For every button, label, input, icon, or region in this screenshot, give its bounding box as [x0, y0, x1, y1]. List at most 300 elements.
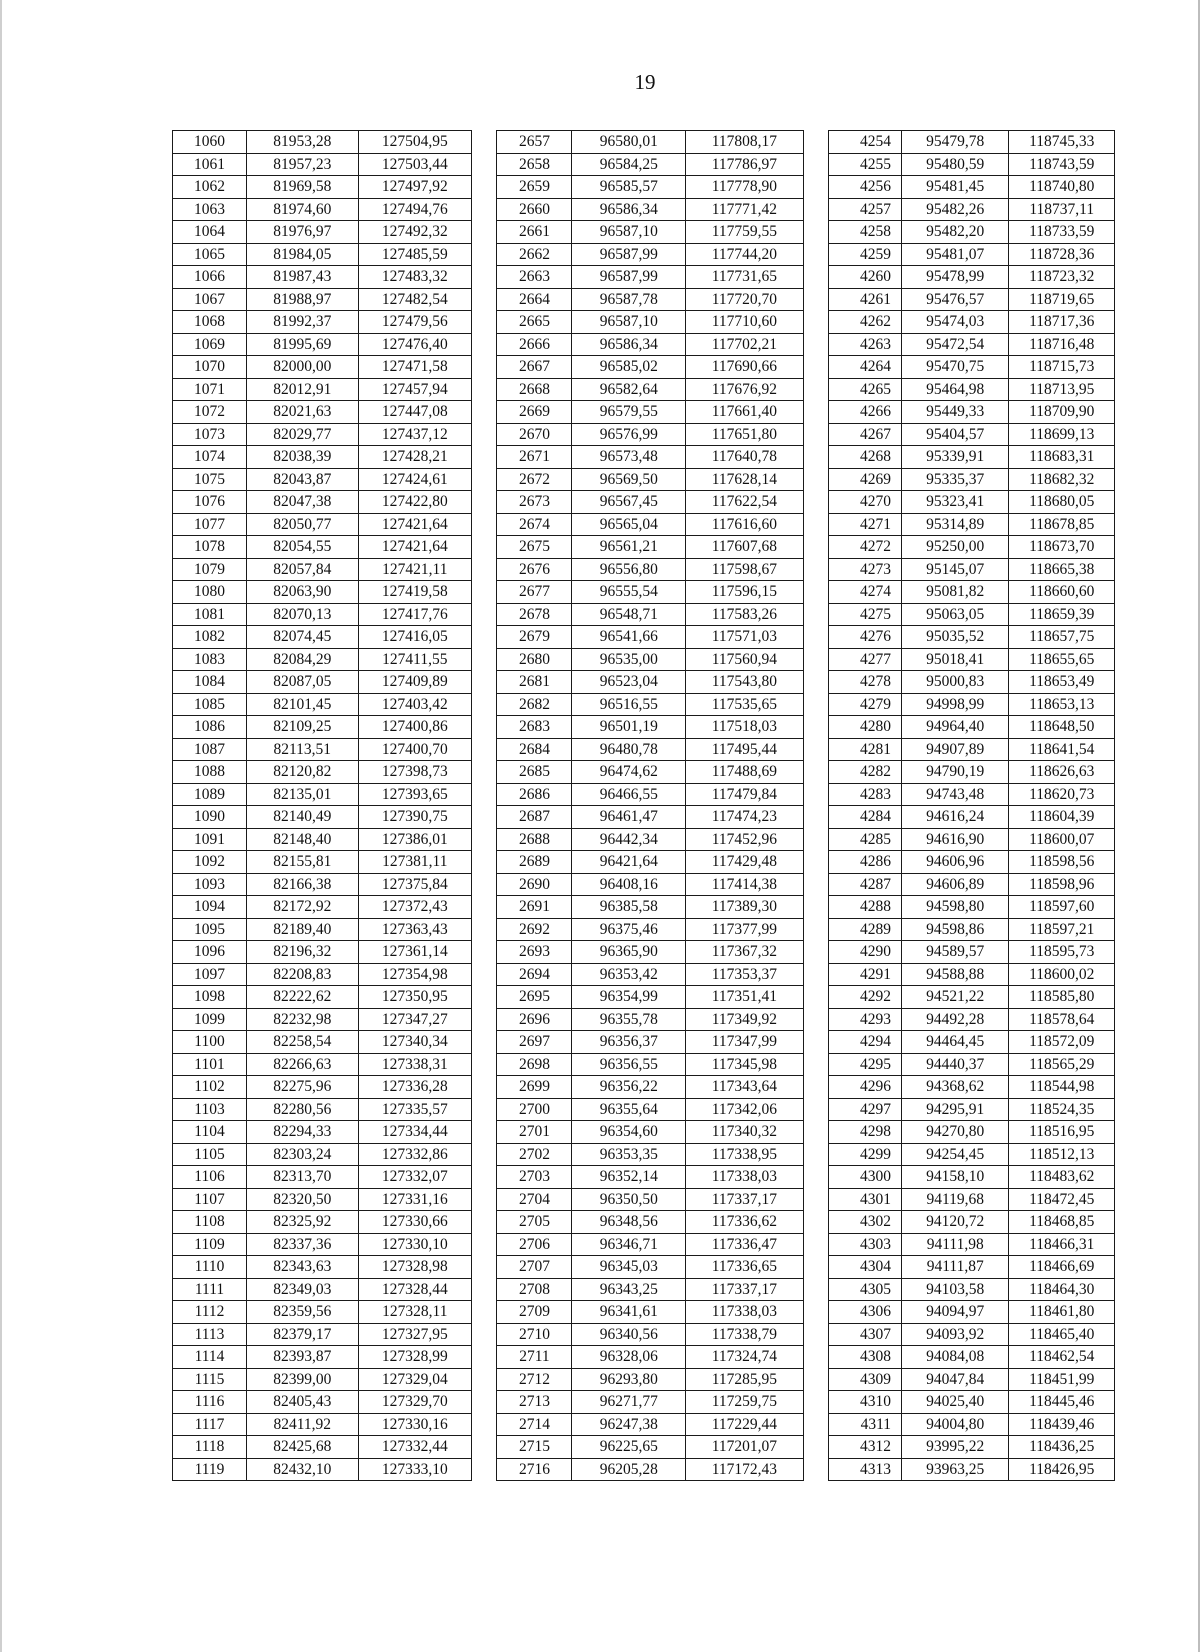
- y-coordinate-cell: 117349,92: [686, 1008, 804, 1031]
- column-gap: [803, 963, 828, 986]
- x-coordinate-cell: 95018,41: [902, 648, 1009, 671]
- y-coordinate-cell: 118678,85: [1009, 513, 1115, 536]
- point-number-cell: 1104: [173, 1121, 247, 1144]
- column-gap: [472, 536, 497, 559]
- y-coordinate-cell: 127419,58: [358, 581, 472, 604]
- point-number-cell: 2680: [497, 648, 572, 671]
- column-gap: [472, 311, 497, 334]
- point-number-cell: 4313: [829, 1458, 902, 1481]
- point-number-cell: 1082: [173, 626, 247, 649]
- x-coordinate-cell: 94111,87: [902, 1256, 1009, 1279]
- x-coordinate-cell: 82057,84: [247, 558, 359, 581]
- table-row: [173, 288, 1115, 311]
- point-number-cell: 2705: [497, 1211, 572, 1234]
- y-coordinate-cell: 127400,86: [358, 716, 472, 739]
- y-coordinate-cell: 117690,66: [686, 356, 804, 379]
- column-gap: [803, 243, 828, 266]
- column-gap: [803, 648, 828, 671]
- y-coordinate-cell: 127334,44: [358, 1121, 472, 1144]
- y-coordinate-cell: 118716,48: [1009, 333, 1115, 356]
- x-coordinate-cell: 82337,36: [247, 1233, 359, 1256]
- point-number-cell: 4258: [829, 221, 902, 244]
- y-coordinate-cell: 117336,65: [686, 1256, 804, 1279]
- column-gap: [472, 1346, 497, 1369]
- x-coordinate-cell: 96247,38: [572, 1413, 686, 1436]
- point-number-cell: 4300: [829, 1166, 902, 1189]
- column-gap: [803, 1188, 828, 1211]
- y-coordinate-cell: 127390,75: [358, 806, 472, 829]
- point-number-cell: 2691: [497, 896, 572, 919]
- y-coordinate-cell: 117596,15: [686, 581, 804, 604]
- point-number-cell: 4271: [829, 513, 902, 536]
- point-number-cell: 2662: [497, 243, 572, 266]
- column-gap: [472, 198, 497, 221]
- x-coordinate-cell: 95323,41: [902, 491, 1009, 514]
- point-number-cell: 1095: [173, 918, 247, 941]
- point-number-cell: 4279: [829, 693, 902, 716]
- point-number-cell: 4296: [829, 1076, 902, 1099]
- y-coordinate-cell: 117342,06: [686, 1098, 804, 1121]
- point-number-cell: 4277: [829, 648, 902, 671]
- x-coordinate-cell: 96585,57: [572, 176, 686, 199]
- point-number-cell: 1114: [173, 1346, 247, 1369]
- column-gap: [803, 558, 828, 581]
- point-number-cell: 4254: [829, 131, 902, 154]
- x-coordinate-cell: 96573,48: [572, 446, 686, 469]
- point-number-cell: 2684: [497, 738, 572, 761]
- x-coordinate-cell: 96271,77: [572, 1391, 686, 1414]
- column-gap: [472, 986, 497, 1009]
- point-number-cell: 2688: [497, 828, 572, 851]
- column-gap: [472, 1368, 497, 1391]
- y-coordinate-cell: 127421,11: [358, 558, 472, 581]
- point-number-cell: 1101: [173, 1053, 247, 1076]
- x-coordinate-cell: 96354,60: [572, 1121, 686, 1144]
- column-gap: [803, 378, 828, 401]
- x-coordinate-cell: 94270,80: [902, 1121, 1009, 1144]
- coordinates-table: [172, 130, 1115, 1481]
- point-number-cell: 1079: [173, 558, 247, 581]
- point-number-cell: 1098: [173, 986, 247, 1009]
- x-coordinate-cell: 96569,50: [572, 468, 686, 491]
- y-coordinate-cell: 117571,03: [686, 626, 804, 649]
- y-coordinate-cell: 117598,67: [686, 558, 804, 581]
- point-number-cell: 2671: [497, 446, 572, 469]
- x-coordinate-cell: 82425,68: [247, 1436, 359, 1459]
- y-coordinate-cell: 127476,40: [358, 333, 472, 356]
- x-coordinate-cell: 95479,78: [902, 131, 1009, 154]
- y-coordinate-cell: 127330,66: [358, 1211, 472, 1234]
- x-coordinate-cell: 82074,45: [247, 626, 359, 649]
- point-number-cell: 2660: [497, 198, 572, 221]
- y-coordinate-cell: 118641,54: [1009, 738, 1115, 761]
- y-coordinate-cell: 118655,65: [1009, 648, 1115, 671]
- x-coordinate-cell: 94598,86: [902, 918, 1009, 941]
- x-coordinate-cell: 96461,47: [572, 806, 686, 829]
- y-coordinate-cell: 117229,44: [686, 1413, 804, 1436]
- x-coordinate-cell: 96567,45: [572, 491, 686, 514]
- x-coordinate-cell: 94093,92: [902, 1323, 1009, 1346]
- point-number-cell: 1083: [173, 648, 247, 671]
- point-number-cell: 4304: [829, 1256, 902, 1279]
- y-coordinate-cell: 117702,21: [686, 333, 804, 356]
- column-gap: [803, 671, 828, 694]
- y-coordinate-cell: 118653,49: [1009, 671, 1115, 694]
- y-coordinate-cell: 127329,70: [358, 1391, 472, 1414]
- point-number-cell: 2710: [497, 1323, 572, 1346]
- point-number-cell: 2698: [497, 1053, 572, 1076]
- table-row: [173, 581, 1115, 604]
- y-coordinate-cell: 127336,28: [358, 1076, 472, 1099]
- x-coordinate-cell: 96580,01: [572, 131, 686, 154]
- x-coordinate-cell: 95063,05: [902, 603, 1009, 626]
- column-gap: [472, 1188, 497, 1211]
- y-coordinate-cell: 127409,89: [358, 671, 472, 694]
- y-coordinate-cell: 127328,44: [358, 1278, 472, 1301]
- x-coordinate-cell: 96585,02: [572, 356, 686, 379]
- column-gap: [803, 176, 828, 199]
- point-number-cell: 4299: [829, 1143, 902, 1166]
- x-coordinate-cell: 96385,58: [572, 896, 686, 919]
- column-gap: [472, 1458, 497, 1481]
- y-coordinate-cell: 117337,17: [686, 1278, 804, 1301]
- column-gap: [803, 491, 828, 514]
- y-coordinate-cell: 127416,05: [358, 626, 472, 649]
- x-coordinate-cell: 94440,37: [902, 1053, 1009, 1076]
- y-coordinate-cell: 127428,21: [358, 446, 472, 469]
- point-number-cell: 2702: [497, 1143, 572, 1166]
- x-coordinate-cell: 94094,97: [902, 1301, 1009, 1324]
- point-number-cell: 1068: [173, 311, 247, 334]
- column-gap: [803, 423, 828, 446]
- x-coordinate-cell: 96587,10: [572, 311, 686, 334]
- table-row: [173, 356, 1115, 379]
- column-gap: [472, 446, 497, 469]
- x-coordinate-cell: 82000,00: [247, 356, 359, 379]
- table-row: [173, 401, 1115, 424]
- table-row: [173, 153, 1115, 176]
- point-number-cell: 4278: [829, 671, 902, 694]
- x-coordinate-cell: 95335,37: [902, 468, 1009, 491]
- x-coordinate-cell: 95464,98: [902, 378, 1009, 401]
- x-coordinate-cell: 82379,17: [247, 1323, 359, 1346]
- table-row: [173, 941, 1115, 964]
- point-number-cell: 1076: [173, 491, 247, 514]
- y-coordinate-cell: 118699,13: [1009, 423, 1115, 446]
- x-coordinate-cell: 95081,82: [902, 581, 1009, 604]
- y-coordinate-cell: 127403,42: [358, 693, 472, 716]
- y-coordinate-cell: 127393,65: [358, 783, 472, 806]
- x-coordinate-cell: 82343,63: [247, 1256, 359, 1279]
- point-number-cell: 2675: [497, 536, 572, 559]
- column-gap: [803, 401, 828, 424]
- y-coordinate-cell: 117336,47: [686, 1233, 804, 1256]
- table-row: [173, 1143, 1115, 1166]
- column-gap: [803, 333, 828, 356]
- y-coordinate-cell: 117543,80: [686, 671, 804, 694]
- x-coordinate-cell: 82101,45: [247, 693, 359, 716]
- y-coordinate-cell: 127332,44: [358, 1436, 472, 1459]
- y-coordinate-cell: 117607,68: [686, 536, 804, 559]
- y-coordinate-cell: 118585,80: [1009, 986, 1115, 1009]
- y-coordinate-cell: 117452,96: [686, 828, 804, 851]
- column-gap: [803, 1323, 828, 1346]
- column-gap: [803, 1458, 828, 1481]
- column-gap: [472, 401, 497, 424]
- column-gap: [472, 1436, 497, 1459]
- column-gap: [472, 356, 497, 379]
- point-number-cell: 1107: [173, 1188, 247, 1211]
- point-number-cell: 1061: [173, 153, 247, 176]
- x-coordinate-cell: 82109,25: [247, 716, 359, 739]
- x-coordinate-cell: 96356,55: [572, 1053, 686, 1076]
- y-coordinate-cell: 127354,98: [358, 963, 472, 986]
- y-coordinate-cell: 118648,50: [1009, 716, 1115, 739]
- table-row: [173, 378, 1115, 401]
- y-coordinate-cell: 127422,80: [358, 491, 472, 514]
- point-number-cell: 1097: [173, 963, 247, 986]
- table-row: [173, 1076, 1115, 1099]
- point-number-cell: 1062: [173, 176, 247, 199]
- column-gap: [803, 198, 828, 221]
- column-gap: [803, 1143, 828, 1166]
- x-coordinate-cell: 94998,99: [902, 693, 1009, 716]
- y-coordinate-cell: 118462,54: [1009, 1346, 1115, 1369]
- y-coordinate-cell: 127482,54: [358, 288, 472, 311]
- column-gap: [472, 873, 497, 896]
- x-coordinate-cell: 96442,34: [572, 828, 686, 851]
- x-coordinate-cell: 95482,26: [902, 198, 1009, 221]
- point-number-cell: 1088: [173, 761, 247, 784]
- table-row: [173, 648, 1115, 671]
- y-coordinate-cell: 117560,94: [686, 648, 804, 671]
- x-coordinate-cell: 96523,04: [572, 671, 686, 694]
- y-coordinate-cell: 127421,64: [358, 513, 472, 536]
- x-coordinate-cell: 81984,05: [247, 243, 359, 266]
- x-coordinate-cell: 82399,00: [247, 1368, 359, 1391]
- point-number-cell: 1087: [173, 738, 247, 761]
- y-coordinate-cell: 117338,95: [686, 1143, 804, 1166]
- column-gap: [472, 176, 497, 199]
- column-gap: [803, 738, 828, 761]
- point-number-cell: 4282: [829, 761, 902, 784]
- y-coordinate-cell: 117336,62: [686, 1211, 804, 1234]
- table-row: [173, 221, 1115, 244]
- column-gap: [803, 221, 828, 244]
- y-coordinate-cell: 118743,59: [1009, 153, 1115, 176]
- point-number-cell: 2683: [497, 716, 572, 739]
- x-coordinate-cell: 96587,99: [572, 243, 686, 266]
- point-number-cell: 1110: [173, 1256, 247, 1279]
- x-coordinate-cell: 96587,78: [572, 288, 686, 311]
- x-coordinate-cell: 96293,80: [572, 1368, 686, 1391]
- y-coordinate-cell: 118660,60: [1009, 581, 1115, 604]
- x-coordinate-cell: 95035,52: [902, 626, 1009, 649]
- point-number-cell: 1116: [173, 1391, 247, 1414]
- y-coordinate-cell: 117628,14: [686, 468, 804, 491]
- y-coordinate-cell: 118733,59: [1009, 221, 1115, 244]
- column-gap: [803, 603, 828, 626]
- point-number-cell: 4293: [829, 1008, 902, 1031]
- x-coordinate-cell: 82012,91: [247, 378, 359, 401]
- point-number-cell: 4310: [829, 1391, 902, 1414]
- column-gap: [803, 1278, 828, 1301]
- x-coordinate-cell: 82349,03: [247, 1278, 359, 1301]
- x-coordinate-cell: 93963,25: [902, 1458, 1009, 1481]
- table-row: [173, 1121, 1115, 1144]
- x-coordinate-cell: 82258,54: [247, 1031, 359, 1054]
- x-coordinate-cell: 96356,37: [572, 1031, 686, 1054]
- y-coordinate-cell: 118683,31: [1009, 446, 1115, 469]
- x-coordinate-cell: 96346,71: [572, 1233, 686, 1256]
- scan-edge-left: [0, 0, 2, 1652]
- point-number-cell: 2713: [497, 1391, 572, 1414]
- x-coordinate-cell: 96587,99: [572, 266, 686, 289]
- point-number-cell: 2682: [497, 693, 572, 716]
- y-coordinate-cell: 118657,75: [1009, 626, 1115, 649]
- x-coordinate-cell: 96365,90: [572, 941, 686, 964]
- column-gap: [472, 513, 497, 536]
- y-coordinate-cell: 118598,96: [1009, 873, 1115, 896]
- y-coordinate-cell: 118565,29: [1009, 1053, 1115, 1076]
- y-coordinate-cell: 117172,43: [686, 1458, 804, 1481]
- table-row: [173, 1413, 1115, 1436]
- table-row: [173, 536, 1115, 559]
- y-coordinate-cell: 127347,27: [358, 1008, 472, 1031]
- x-coordinate-cell: 96350,50: [572, 1188, 686, 1211]
- table-row: [173, 1233, 1115, 1256]
- point-number-cell: 1099: [173, 1008, 247, 1031]
- table-row: [173, 1346, 1115, 1369]
- column-gap: [803, 1256, 828, 1279]
- column-gap: [803, 851, 828, 874]
- x-coordinate-cell: 96341,61: [572, 1301, 686, 1324]
- point-number-cell: 1102: [173, 1076, 247, 1099]
- point-number-cell: 1089: [173, 783, 247, 806]
- y-coordinate-cell: 117351,41: [686, 986, 804, 1009]
- y-coordinate-cell: 118680,05: [1009, 491, 1115, 514]
- point-number-cell: 4259: [829, 243, 902, 266]
- x-coordinate-cell: 82087,05: [247, 671, 359, 694]
- point-number-cell: 2669: [497, 401, 572, 424]
- point-number-cell: 1090: [173, 806, 247, 829]
- y-coordinate-cell: 117616,60: [686, 513, 804, 536]
- x-coordinate-cell: 95481,07: [902, 243, 1009, 266]
- column-gap: [803, 986, 828, 1009]
- y-coordinate-cell: 118713,95: [1009, 378, 1115, 401]
- x-coordinate-cell: 96466,55: [572, 783, 686, 806]
- point-number-cell: 2670: [497, 423, 572, 446]
- y-coordinate-cell: 117518,03: [686, 716, 804, 739]
- x-coordinate-cell: 96356,22: [572, 1076, 686, 1099]
- table-row: [173, 311, 1115, 334]
- point-number-cell: 2692: [497, 918, 572, 941]
- x-coordinate-cell: 82054,55: [247, 536, 359, 559]
- point-number-cell: 1072: [173, 401, 247, 424]
- y-coordinate-cell: 127400,70: [358, 738, 472, 761]
- column-gap: [803, 1233, 828, 1256]
- x-coordinate-cell: 94254,45: [902, 1143, 1009, 1166]
- y-coordinate-cell: 117338,79: [686, 1323, 804, 1346]
- y-coordinate-cell: 117324,74: [686, 1346, 804, 1369]
- column-gap: [472, 761, 497, 784]
- point-number-cell: 4303: [829, 1233, 902, 1256]
- x-coordinate-cell: 96480,78: [572, 738, 686, 761]
- point-number-cell: 4264: [829, 356, 902, 379]
- column-gap: [472, 266, 497, 289]
- column-gap: [803, 918, 828, 941]
- page-number: 19: [634, 70, 656, 94]
- point-number-cell: 4273: [829, 558, 902, 581]
- point-number-cell: 2695: [497, 986, 572, 1009]
- column-gap: [472, 918, 497, 941]
- point-number-cell: 2674: [497, 513, 572, 536]
- y-coordinate-cell: 127485,59: [358, 243, 472, 266]
- table-row: [173, 1391, 1115, 1414]
- x-coordinate-cell: 82047,38: [247, 491, 359, 514]
- y-coordinate-cell: 117201,07: [686, 1436, 804, 1459]
- point-number-cell: 4260: [829, 266, 902, 289]
- y-coordinate-cell: 118472,45: [1009, 1188, 1115, 1211]
- y-coordinate-cell: 127328,11: [358, 1301, 472, 1324]
- y-coordinate-cell: 118728,36: [1009, 243, 1115, 266]
- x-coordinate-cell: 96421,64: [572, 851, 686, 874]
- point-number-cell: 4305: [829, 1278, 902, 1301]
- column-gap: [472, 1211, 497, 1234]
- y-coordinate-cell: 118578,64: [1009, 1008, 1115, 1031]
- y-coordinate-cell: 117340,32: [686, 1121, 804, 1144]
- table-row: [173, 603, 1115, 626]
- x-coordinate-cell: 96587,10: [572, 221, 686, 244]
- point-number-cell: 1108: [173, 1211, 247, 1234]
- table-row: [173, 1098, 1115, 1121]
- column-gap: [803, 1211, 828, 1234]
- point-number-cell: 2663: [497, 266, 572, 289]
- y-coordinate-cell: 117535,65: [686, 693, 804, 716]
- x-coordinate-cell: 95250,00: [902, 536, 1009, 559]
- x-coordinate-cell: 82196,32: [247, 941, 359, 964]
- point-number-cell: 1100: [173, 1031, 247, 1054]
- point-number-cell: 2707: [497, 1256, 572, 1279]
- table-row: [173, 783, 1115, 806]
- column-gap: [472, 626, 497, 649]
- column-gap: [803, 1436, 828, 1459]
- point-number-cell: 4286: [829, 851, 902, 874]
- column-gap: [472, 288, 497, 311]
- table-row: [173, 243, 1115, 266]
- column-gap: [472, 1008, 497, 1031]
- x-coordinate-cell: 96328,06: [572, 1346, 686, 1369]
- x-coordinate-cell: 82148,40: [247, 828, 359, 851]
- x-coordinate-cell: 95474,03: [902, 311, 1009, 334]
- x-coordinate-cell: 82313,70: [247, 1166, 359, 1189]
- point-number-cell: 4308: [829, 1346, 902, 1369]
- column-gap: [472, 1323, 497, 1346]
- column-gap: [472, 783, 497, 806]
- x-coordinate-cell: 82294,33: [247, 1121, 359, 1144]
- point-number-cell: 4289: [829, 918, 902, 941]
- point-number-cell: 4284: [829, 806, 902, 829]
- y-coordinate-cell: 118600,02: [1009, 963, 1115, 986]
- y-coordinate-cell: 127375,84: [358, 873, 472, 896]
- column-gap: [472, 648, 497, 671]
- column-gap: [803, 513, 828, 536]
- table-row: [173, 333, 1115, 356]
- x-coordinate-cell: 94743,48: [902, 783, 1009, 806]
- x-coordinate-cell: 96352,14: [572, 1166, 686, 1189]
- point-number-cell: 4263: [829, 333, 902, 356]
- x-coordinate-cell: 82411,92: [247, 1413, 359, 1436]
